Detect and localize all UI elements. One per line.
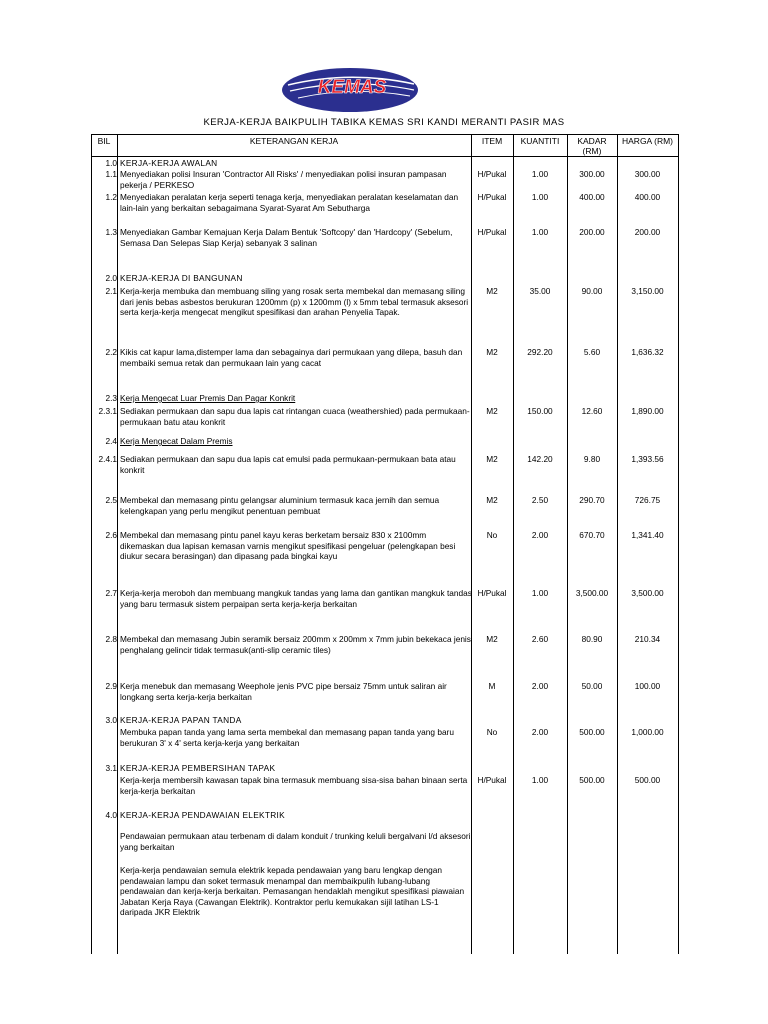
header-kadar: KADAR (RM) xyxy=(577,136,607,156)
header-bil: BIL xyxy=(97,136,111,146)
logo-text: KEMAS xyxy=(317,77,387,98)
header-item: ITEM xyxy=(481,136,503,146)
header-keterangan: KETERANGAN KERJA xyxy=(249,136,339,146)
header-harga: HARGA (RM) xyxy=(622,136,673,146)
bill-table: BIL KETERANGAN KERJA ITEM KUANTITI KADAR (RM) HARGA (RM) 1.0 KERJA-KERJA AWALAN 1.1 Menyediakan polisi Insuran 'Contractor All Risks' / menyediakan polisi insuran pampasan pekerja / PERKESO H/Pukal 1.00 300.00 300.00 1.2 Menyediakan peralatan kerja seperti tenaga kerja, menyediakan peralatan keselamatan dan lain-lain yang berkaitan sebagaimana Syarat-Syarat Am Sebutharga H/Pukal 1.00 400.00 400.00 1.3 Menyediakan Gambar Kemajuan Kerja Dalam Bentuk 'Softcopy' dan 'Hardcopy' (Sebelum, Semasa Dan Selepas Siap Kerja) sebanyak 3 salinan H/Pukal 1.00 200.00 200.00 2.0 KERJA-KERJA DI BANGUNAN 2.1 Kerja-kerja membuka dan membuang siling yang rosak serta membekal dan memasang siling dari jenis bebas asbestos berukuran 1200mm (p) x 1200mm (l) x 5mm tebal termasuk aksesori serta kerja-kerja mengecat mengikut spesifikasi dan arahan Penyelia Tapak. M2 35.00 90.00 3,150.00 2.2 Kikis cat kapur lama,distemper lama dan sebagainya dari permukaan yang dilepa, basuh dan membaiki semua retak dan permukaan lain yang cacat M2 292.20 5.60 1,636.32 2.3 Kerja Mengecat Luar Premis Dan Pagar Konkrit 2.3.1 Sediakan permukaan dan sapu dua lapis cat rintangan cuaca (weathershied) pada permukaan-permukaan batu atau konkrit M2 150.00 12.60 1,890.00 2.4 Kerja Mengecat Dalam Premis 2.4.1 Sediakan permukaan dan sapu dua lapis cat emulsi pada permukaan-permukaan bata atau konkrit M2 142.20 9.80 1,393.56 2.5 Membekal dan memasang pintu gelangsar aluminium termasuk kaca jernih dan semua kelengkapan yang perlu mengikut penentuan pembuat M2 2.50 290.70 726.75 2.6 Membekal dan memasang pintu panel kayu keras berketam bersaiz 830 x 2100mm dikemaskan dua lapisan kemasan varnis mengikut spesifikasi pengeluar (pelengkapan besi diukur secara berasingan) dan dipasang pada bingkai kayu No 2.00 670.70 1,341.40 2.7 Kerja-kerja meroboh dan membuang mangkuk tandas yang lama dan gantikan mangkuk tandas yang baru termasuk sistem perpaipan serta kerja-kerja berkaitan H/Pukal 1.00 3,500.00 3,500.00 2.8 Membekal dan memasang Jubin seramik bersaiz 200mm x 200mm x 7mm jubin bekekaca jenis penghalang gelincir tidak termasuk(anti-slip ceramic tiles) M2 2.60 80.90 210.34 2.9 Kerja menebuk dan memasang Weephole jenis PVC pipe bersaiz 75mm untuk saliran air longkang serta kerja-kerja berkaitan M 2.00 50.00 100.00 3.0 KERJA-KERJA PAPAN TANDA Membuka papan tanda yang lama serta membekal dan memasang papan tanda yang baru berukuran 3' x 4' serta kerja-kerja yang berkaitan No 2.00 500.00 1,000.00 3.1 KERJA-KERJA PEMBERSIHAN TAPAK Kerja-kerja membersih kawasan tapak bina termasuk membuang sisa-sisa bahan binaan serta kerja-kerja berkaitan H/Pukal 1.00 500.00 500.00 4.0 KERJA-KERJA PENDAWAIAN ELEKTRIK Pendawaian permukaan atau terbenam di dalam konduit / trunking keluli bergalvani l/d aksesori yang berkaitan Kerja-kerja pendawaian semula elektrik kepada pendawaian yang baru lengkap dengan pendawaian lampu dan soket termasuk menampal dan membaikpulih lubang-lubang pendawaian dan kerja-kerja berkaitan. Pemasangan hendaklah mengikut spesifikasi piawaian Jabatan Kerja Raya (Cawangan Elektrik). Kontraktor perlu kemukakan sijil latihan LS-1 daripada JKR Elektrik xyxy=(91,134,678,954)
document-title: KERJA-KERJA BAIKPULIH TABIKA KEMAS SRI KANDI MERANTI PASIR MAS xyxy=(203,117,565,128)
header-kuantiti: KUANTITI xyxy=(520,136,560,146)
kemas-logo xyxy=(280,60,420,116)
